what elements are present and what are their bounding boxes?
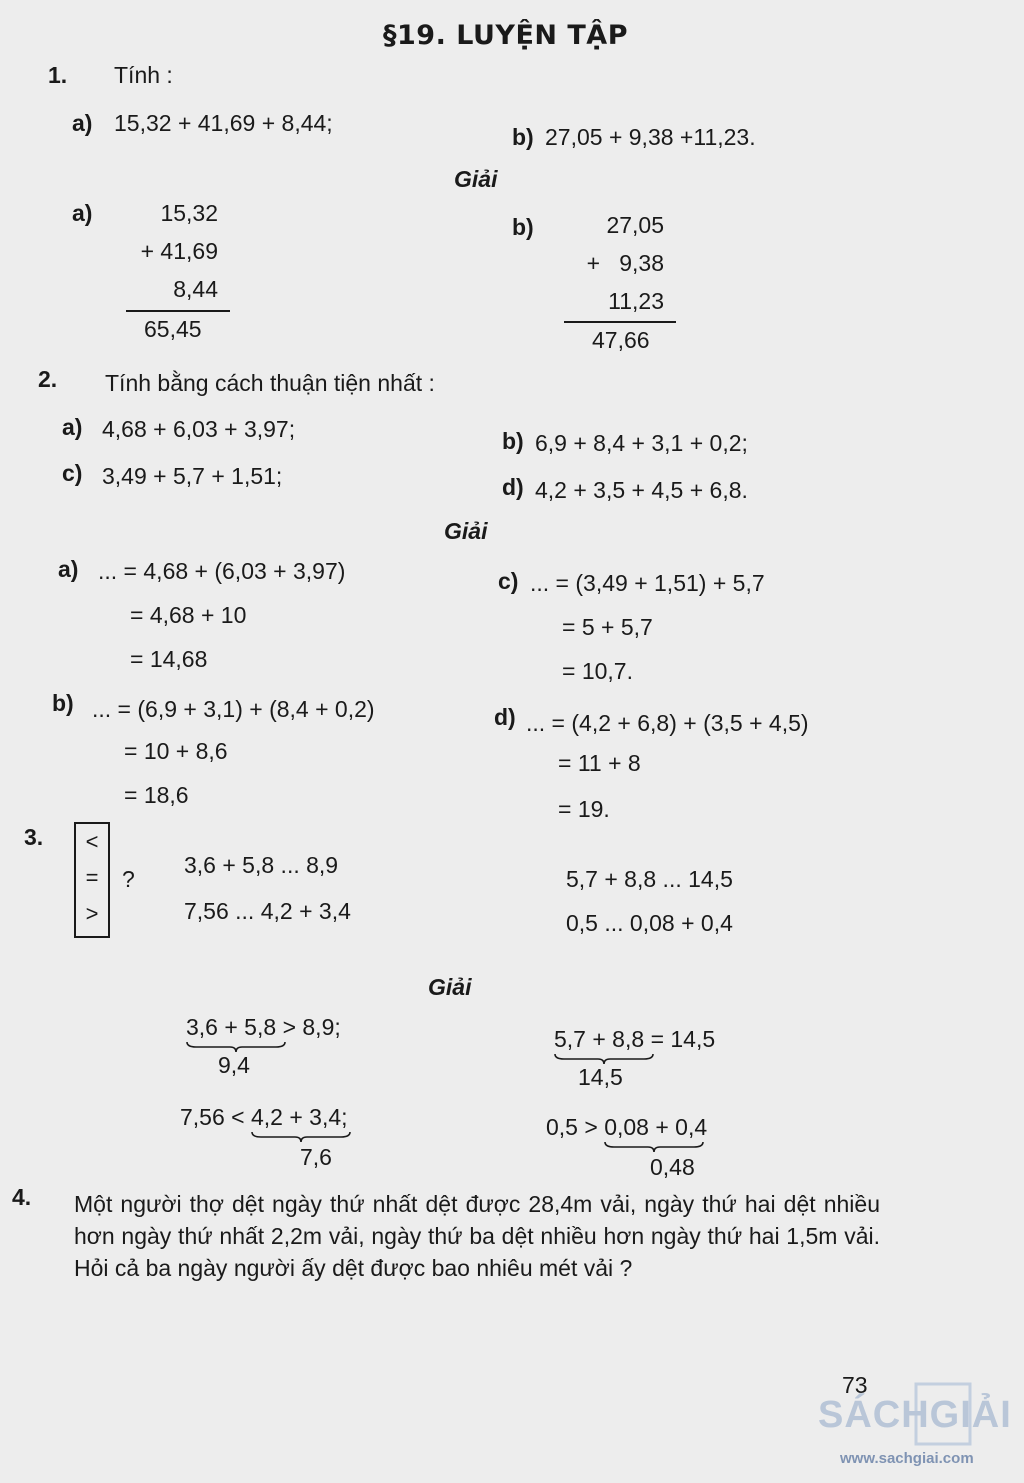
- ex1-sol-a-row: 8,44: [173, 276, 218, 302]
- ex2-b-label: b): [502, 428, 524, 454]
- ex2-sol-b-line: ... = (6,9 + 3,1) + (8,4 + 0,2): [92, 696, 375, 722]
- ex3-item: 0,5 ... 0,08 + 0,4: [566, 910, 733, 936]
- ex2-sol-c-line: = 5 + 5,7: [562, 614, 653, 640]
- exercise-3-number: 3.: [24, 824, 44, 850]
- ex2-sol-d-line: = 11 + 8: [558, 750, 641, 776]
- ex1-sol-b-result: 47,66: [592, 327, 650, 353]
- ex1-solution-heading: Giải: [454, 166, 498, 192]
- underbrace: [251, 1131, 351, 1143]
- page-number: 73: [842, 1372, 868, 1398]
- ex1-sol-b-row: 27,05: [606, 212, 664, 238]
- question-mark: ?: [122, 866, 135, 892]
- ex3-sol4-sum-text: 0,08 + 0,4: [604, 1114, 708, 1140]
- ex2-sol-b-label: b): [52, 690, 74, 716]
- ex3-sol4-left: 0,5 >: [546, 1114, 598, 1140]
- ex3-solution-3: [180, 1104, 348, 1131]
- ex1-sol-a-label: a): [72, 200, 93, 226]
- ex3-solution-2: [554, 1026, 715, 1053]
- ex1-a-expression: 15,32 + 41,69 + 8,44;: [114, 110, 333, 136]
- ex2-solution-heading: Giải: [444, 518, 488, 544]
- ex2-b-expression: 6,9 + 8,4 + 3,1 + 0,2;: [535, 430, 748, 456]
- exercise-1-number: 1.: [48, 62, 68, 88]
- ex2-sol-b-line: = 18,6: [124, 782, 189, 808]
- watermark-logo: [818, 1380, 1018, 1480]
- ex3-sol3-sum: [251, 1104, 341, 1131]
- ex3-sol3-left: 7,56 <: [180, 1104, 245, 1130]
- ex3-sol3-value: 7,6: [300, 1144, 332, 1170]
- page-title: §19. LUYỆN TẬP: [383, 20, 628, 51]
- ex3-item: 3,6 + 5,8 ... 8,9: [184, 852, 339, 878]
- ex3-sol4-sum: [604, 1114, 707, 1141]
- ex2-sol-d-line: ... = (4,2 + 6,8) + (3,5 + 4,5): [526, 710, 809, 736]
- watermark-url: www.sachgiai.com: [840, 1450, 974, 1467]
- ex3-sol2-value: 14,5: [578, 1064, 623, 1090]
- exercise-2-prompt: Tính bằng cách thuận tiện nhất :: [105, 370, 435, 396]
- greater-than-sign: >: [85, 901, 99, 926]
- ex3-sol4-value: 0,48: [650, 1154, 695, 1180]
- ex2-sol-a-label: a): [58, 556, 79, 582]
- ex2-d-expression: 4,2 + 3,5 + 4,5 + 6,8.: [535, 477, 748, 503]
- ex2-c-label: c): [62, 460, 83, 486]
- ex1-a-label: a): [72, 110, 93, 136]
- exercise-4-number: 4.: [12, 1184, 32, 1210]
- watermark-logo-text: SÁCHGIẢI: [818, 1394, 1012, 1436]
- ex2-sol-a-line: = 14,68: [130, 646, 208, 672]
- ex2-sol-d-line: = 19.: [558, 796, 610, 822]
- ex2-sol-d-label: d): [494, 704, 516, 730]
- less-than-sign: <: [85, 829, 99, 854]
- ex2-a-label: a): [62, 414, 83, 440]
- ex3-item: 7,56 ... 4,2 + 3,4: [184, 898, 351, 924]
- ex1-b-label: b): [512, 124, 534, 150]
- ex1-sol-b-rule: [564, 321, 676, 323]
- ex3-sol2-sum-text: 5,7 + 8,8: [554, 1026, 645, 1052]
- ex1-sol-b-row: + 9,38: [586, 250, 664, 276]
- ex1-sol-a-row: + 41,69: [140, 238, 218, 264]
- ex3-sol1-sum-text: 3,6 + 5,8: [186, 1014, 277, 1040]
- ex1-sol-b-label: b): [512, 214, 534, 240]
- ex1-sol-a-rule: [126, 310, 230, 312]
- comparison-signs-box: [74, 822, 110, 938]
- ex3-solution-4: [546, 1114, 707, 1141]
- ex1-sol-b-column: [560, 206, 664, 320]
- underbrace: [604, 1141, 704, 1153]
- ex3-sol1-rest: > 8,9;: [282, 1014, 341, 1040]
- ex2-a-expression: 4,68 + 6,03 + 3,97;: [102, 416, 296, 442]
- ex2-d-label: d): [502, 474, 524, 500]
- ex3-sol3-rest: ;: [341, 1104, 348, 1130]
- ex1-sol-b-row: 11,23: [608, 288, 664, 314]
- ex2-sol-b-line: = 10 + 8,6: [124, 738, 228, 764]
- ex3-solution-heading: Giải: [428, 974, 472, 1000]
- ex2-c-expression: 3,49 + 5,7 + 1,51;: [102, 463, 283, 489]
- ex3-sol1-sum: [186, 1014, 276, 1041]
- ex2-sol-c-line: = 10,7.: [562, 658, 633, 684]
- ex2-sol-c-line: ... = (3,49 + 1,51) + 5,7: [530, 570, 765, 596]
- equals-sign: =: [85, 865, 99, 890]
- ex1-b-expression: 27,05 + 9,38 +11,23.: [545, 124, 756, 150]
- ex3-sol2-rest: = 14,5: [650, 1026, 716, 1052]
- ex3-sol2-sum: [554, 1026, 644, 1053]
- ex1-sol-a-column: [110, 194, 218, 308]
- ex3-sol1-value: 9,4: [218, 1052, 250, 1078]
- ex2-sol-c-label: c): [498, 568, 519, 594]
- ex3-solution-1: [186, 1014, 341, 1041]
- ex1-sol-a-row: 15,32: [160, 200, 218, 226]
- ex2-sol-a-line: ... = 4,68 + (6,03 + 3,97): [98, 558, 346, 584]
- ex3-item: 5,7 + 8,8 ... 14,5: [566, 866, 733, 892]
- exercise-2-number: 2.: [38, 366, 58, 392]
- ex2-sol-a-line: = 4,68 + 10: [130, 602, 247, 628]
- ex1-sol-a-result: 65,45: [144, 316, 202, 342]
- ex3-sol3-sum-text: 4,2 + 3,4: [250, 1104, 342, 1130]
- exercise-4-problem-text: Một người thợ dệt ngày thứ nhất dệt được 28,4m vải, ngày thứ hai dệt nhiều hơn ngày thứ nhất 2,2m vải, ngày thứ ba dệt nhiều hơn ngày thứ hai 1,5m vải. Hỏi cả ba ngày người ấy dệt được bao nhiêu mét vải ?: [74, 1191, 880, 1281]
- exercise-1-prompt: Tính :: [114, 62, 173, 88]
